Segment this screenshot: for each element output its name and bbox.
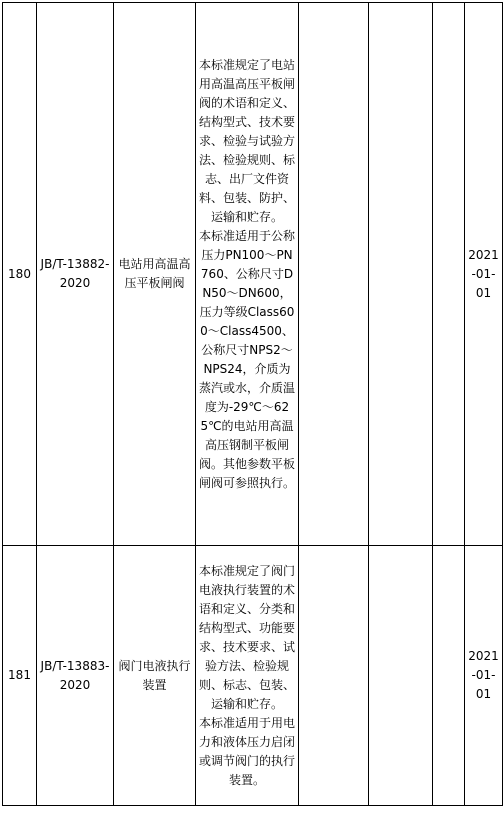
empty-cell (433, 546, 465, 806)
description-scope-text: 本标准规定了阀门电液执行装置的术语和定义、分类和结构型式、功能要求、技术要求、试验方法、检验规则、标志、包装、运输和贮存。 (199, 563, 296, 711)
empty-cell (369, 546, 433, 806)
effective-date-cell: 2021-01-01 (465, 3, 503, 546)
description-applicability-text: 本标准适用于用电力和液体压力启闭或调节阀门的执行装置。 (199, 715, 296, 787)
description-cell (196, 546, 299, 806)
standard-name-cell: 电站用高温高压平板闸阀 (114, 3, 196, 546)
standard-code-cell: JB/T-13882-2020 (37, 3, 114, 546)
standard-name-cell: 阀门电液执行装置 (114, 546, 196, 806)
serial-number-cell: 180 (3, 3, 37, 546)
table-row (3, 546, 503, 806)
effective-date-cell: 2021-01-01 (465, 546, 503, 806)
standard-code-cell: JB/T-13883-2020 (37, 546, 114, 806)
empty-cell (369, 3, 433, 546)
description-scope-text: 本标准规定了电站用高温高压平板闸阀的术语和定义、结构型式、技术要求、检验与试验方法、检验规则、标志、出厂文件资料、包装、防护、运输和贮存。 (199, 57, 296, 224)
empty-cell (299, 3, 369, 546)
empty-cell (299, 546, 369, 806)
serial-number-cell: 181 (3, 546, 37, 806)
table-row (3, 3, 503, 546)
standards-table (2, 2, 503, 806)
description-cell (196, 3, 299, 546)
description-applicability-text: 本标准适用于公称压力PN100～PN760、公称尺寸DN50～DN600，压力等级Class600～Class4500、公称尺寸NPS2～NPS24，介质为蒸汽或水，介质温度为-29℃～625℃的电站用高温高压钢制平板闸阀。其他参数平板闸阀可参照执行。 (199, 228, 296, 490)
empty-cell (433, 3, 465, 546)
